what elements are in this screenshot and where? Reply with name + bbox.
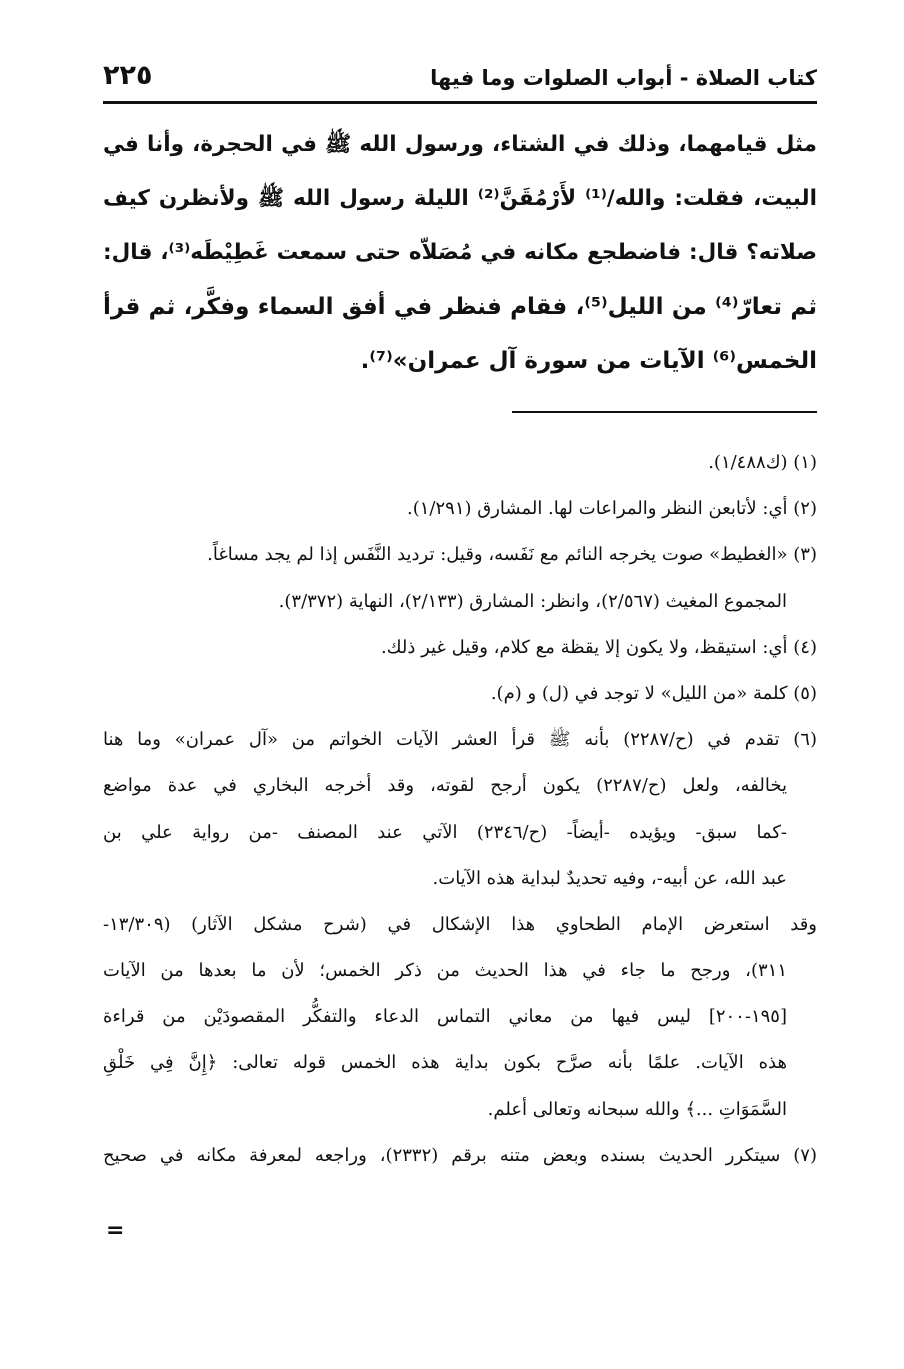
footnote-6-continuation: يخالفه، ولعل (ح/٢٢٨٧) يكون أرجح لقوته، وقد أخرجه البخاري في عدة مواضع xyxy=(103,775,787,797)
footnote-6-continuation: السَّمَوَاتِ ...﴾ والله سبحانه وتعالى أعلم. xyxy=(487,1098,787,1120)
footnote-6-continuation: هذه الآيات. علمًا بأنه صرَّح بكون بداية هذه الخمس قوله تعالى: ﴿إِنَّ فِي خَلْقِ xyxy=(103,1052,787,1074)
footnote-separator xyxy=(512,411,817,413)
footnote-5: (٥) كلمة «من الليل» لا توجد في (ل) و (م). xyxy=(490,682,817,704)
footnote-1: (١) (ك١/٤٨٨). xyxy=(708,452,817,473)
page-number: ٢٢٥ xyxy=(103,60,153,91)
footnote-6-continuation: وقد استعرض الإمام الطحاوي هذا الإشكال في (شرح مشكل الآثار) (١٣/٣٠٩- xyxy=(103,913,817,935)
footnote-6-continuation: [١٩٥-٢٠٠] ليس فيها من معاني التماس الدعاء والتفكُّر المقصودَيْن من قراءة xyxy=(103,1006,787,1028)
footnote-2: (٢) أي: لأتابعن النظر والمراعات لها. المشارق (١/٢٩١). xyxy=(407,498,817,520)
header-rule xyxy=(103,101,817,104)
main-text xyxy=(103,118,817,388)
footnotes xyxy=(103,440,817,1179)
running-title: كتاب الصلاة - أبواب الصلوات وما فيها xyxy=(430,66,817,90)
footnote-6-continuation: ٣١١)، ورجح ما جاء في هذا الحديث من ذكر الخمس؛ لأن ما بعدها من الآيات xyxy=(103,960,787,982)
continuation-mark: = xyxy=(106,1218,125,1243)
main-text-line: صلاته؟ قال: فاضطجع مكانه في مُصَلاّه حتى سمعت غَطِيْطَه⁽³⁾، قال: xyxy=(103,240,817,265)
footnote-4: (٤) أي: استيقظ، ولا يكون إلا يقظة مع كلام، وقيل غير ذلك. xyxy=(380,636,817,658)
main-text-line: البيت، فقلت: والله/⁽¹⁾ لأَرْمُقَنَّ⁽²⁾ الليلة رسول الله ﷺ ولأنظرن كيف xyxy=(103,186,817,211)
footnote-6-continuation: عبد الله، عن أبيه-، وفيه تحديدٌ لبداية هذه الآيات. xyxy=(432,867,787,889)
main-text-line: مثل قيامهما، وذلك في الشتاء، ورسول الله ﷺ في الحجرة، وأنا في xyxy=(103,132,817,157)
footnote-6-continuation: -كما سبق- ويؤيده -أيضاً- (ح/٢٣٤٦) الآتي عند المصنف -من رواية علي بن xyxy=(103,821,787,843)
page-header xyxy=(103,58,817,98)
main-text-line: الخمس⁽⁶⁾ الآيات من سورة آل عمران»⁽⁷⁾. xyxy=(360,348,817,374)
footnote-3-continuation: المجموع المغيث (٢/٥٦٧)، وانظر: المشارق (٢/١٣٣)، النهاية (٣/٣٧٢). xyxy=(278,590,787,612)
footnote-6: (٦) تقدم في (ح/٢٢٨٧) بأنه ﷺ قرأ العشر الآيات الخواتم من «آل عمران» وما هنا xyxy=(103,729,817,751)
footnote-3: (٣) «الغطيط» صوت يخرجه النائم مع نَفَسه، وقيل: ترديد النَّفَس إذا لم يجد مساغاً. xyxy=(207,544,817,566)
main-text-line: ثم تعارّ⁽⁴⁾ من الليل⁽⁵⁾، فقام فنظر في أفق السماء وفكَّر، ثم قرأ xyxy=(103,294,817,320)
footnote-7: (٧) سيتكرر الحديث بسنده وبعض متنه برقم (٢٣٣٢)، وراجعه لمعرفة مكانه في صحيح xyxy=(103,1144,817,1166)
